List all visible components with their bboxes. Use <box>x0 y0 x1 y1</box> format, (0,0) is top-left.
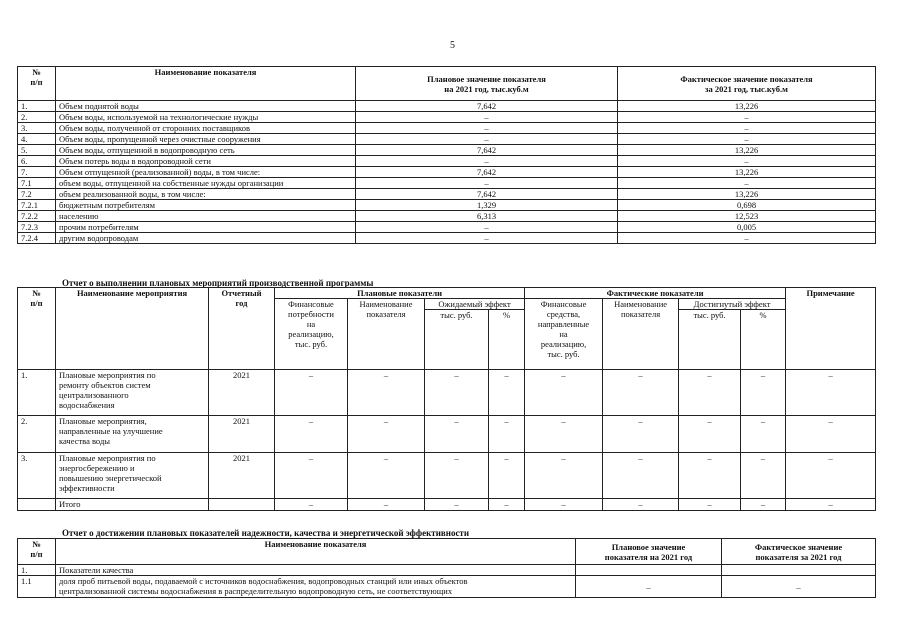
row-value: – <box>425 453 489 499</box>
row-fact: 0,698 <box>618 200 876 211</box>
row-name: объем реализованной воды, в том числе: <box>56 189 356 200</box>
header-num: № п/п <box>18 67 56 101</box>
table-row <box>18 145 876 156</box>
row-num: 7.1 <box>18 178 56 189</box>
row-value: – <box>425 499 489 511</box>
t2-header-year: Отчетный год <box>209 288 275 370</box>
row-value: – <box>603 453 679 499</box>
row-value: – <box>679 370 741 416</box>
row-year <box>209 499 275 511</box>
row-num: 3. <box>18 453 56 499</box>
row-value: – <box>741 416 786 453</box>
row-fact: – <box>618 134 876 145</box>
row-fact: – <box>618 112 876 123</box>
table-row <box>18 499 876 511</box>
activities-table <box>17 287 876 511</box>
t3-header-name: Наименование показателя <box>56 539 576 565</box>
row-fact: – <box>618 233 876 244</box>
row-value: – <box>275 453 348 499</box>
table-row <box>18 222 876 233</box>
row-value: – <box>786 499 876 511</box>
header-fact: Фактическое значение показателя за 2021 год, тыс.куб.м <box>618 67 876 101</box>
t3-row-name: Показатели качества <box>56 565 576 576</box>
row-num: 1. <box>18 370 56 416</box>
t3-row-plan: – <box>576 576 722 598</box>
row-value: – <box>348 370 425 416</box>
row-plan: – <box>356 156 618 167</box>
t2-header-ind-fact: Наименование показателя <box>603 299 679 370</box>
row-num: 5. <box>18 145 56 156</box>
t2-header-fin-plan: Финансовые потребности на реализацию, тыс. руб. <box>275 299 348 370</box>
row-value: – <box>275 370 348 416</box>
row-name: Объем воды, пропущенной через очистные сооружения <box>56 134 356 145</box>
t3-row-num: 1. <box>18 565 56 576</box>
section2-title: Отчет о выполнении плановых мероприятий производственной программы <box>62 278 374 288</box>
t3-header-fact: Фактическое значение показателя за 2021 год <box>722 539 876 565</box>
row-name: Плановые мероприятия по энергосбережению и повышению энергетической эффективности <box>56 453 209 499</box>
section3-title: Отчет о достижении плановых показателей надежности, качества и энергетической эффективности <box>62 528 470 538</box>
row-value: – <box>679 416 741 453</box>
row-value: – <box>741 370 786 416</box>
t3-row-plan <box>576 565 722 576</box>
t2-header-pct-fact: % <box>741 310 786 370</box>
row-name: Объем поднятой воды <box>56 101 356 112</box>
row-name: Объем воды, используемой на технологические нужды <box>56 112 356 123</box>
t2-header-eff-expected: Ожидаемый эффект <box>425 299 525 310</box>
row-num: 7.2.3 <box>18 222 56 233</box>
row-name: бюджетным потребителям <box>56 200 356 211</box>
row-name: Объем воды, полученной от сторонних поставщиков <box>56 123 356 134</box>
t3-row-fact: – <box>722 576 876 598</box>
row-plan: – <box>356 123 618 134</box>
row-num: 4. <box>18 134 56 145</box>
row-year: 2021 <box>209 453 275 499</box>
row-fact: 13,226 <box>618 101 876 112</box>
t2-header-eff-achieved: Достигнутый эффект <box>679 299 786 310</box>
t2-header-pct-plan: % <box>489 310 525 370</box>
row-name: Объем потерь воды в водопроводной сети <box>56 156 356 167</box>
t2-header-name: Наименование мероприятия <box>56 288 209 370</box>
table-row <box>18 167 876 178</box>
row-plan: – <box>356 222 618 233</box>
table-row <box>18 370 876 416</box>
header-name: Наименование показателя <box>56 67 356 101</box>
row-name: Плановые мероприятия по ремонту объектов систем централизованного водоснабжения <box>56 370 209 416</box>
row-value: – <box>603 499 679 511</box>
indicators-table <box>17 538 876 598</box>
row-value: – <box>489 416 525 453</box>
t2-header-ind-plan: Наименование показателя <box>348 299 425 370</box>
row-fact: 13,226 <box>618 145 876 156</box>
row-value: – <box>348 453 425 499</box>
row-value: – <box>741 499 786 511</box>
t3-header-num: № п/п <box>18 539 56 565</box>
row-value: – <box>679 453 741 499</box>
row-num: 7.2.4 <box>18 233 56 244</box>
row-value: – <box>786 370 876 416</box>
row-fact: 13,226 <box>618 167 876 178</box>
row-name: Итого <box>56 499 209 511</box>
row-name: объем воды, отпущенной на собственные нужды организации <box>56 178 356 189</box>
row-plan: 7,642 <box>356 167 618 178</box>
header-plan: Плановое значение показателя на 2021 год, тыс.куб.м <box>356 67 618 101</box>
t2-header-fact: Фактические показатели <box>525 288 786 299</box>
table-row <box>18 211 876 222</box>
row-value: – <box>489 453 525 499</box>
page-number: 5 <box>450 40 455 51</box>
row-value: – <box>786 416 876 453</box>
table-row <box>18 189 876 200</box>
row-fact: – <box>618 178 876 189</box>
row-value: – <box>603 370 679 416</box>
t2-header-plan: Плановые показатели <box>275 288 525 299</box>
row-plan: 7,642 <box>356 145 618 156</box>
row-value: – <box>275 499 348 511</box>
row-fact: 13,226 <box>618 189 876 200</box>
t2-header-fin-fact: Финансовые средства, направленные на реализацию, тыс. руб. <box>525 299 603 370</box>
row-value: – <box>348 416 425 453</box>
t3-header-plan: Плановое значение показателя на 2021 год <box>576 539 722 565</box>
t3-row-name: доля проб питьевой воды, подаваемой с источников водоснабжения, водопроводных станций или иных объектов централизованной системы водоснабжения в распределительную водопроводную сеть, не соответствующих <box>56 576 576 598</box>
row-value: – <box>525 499 603 511</box>
row-num: 7.2.1 <box>18 200 56 211</box>
row-value: – <box>525 453 603 499</box>
t2-header-num: № п/п <box>18 288 56 370</box>
row-value: – <box>679 499 741 511</box>
table-row <box>18 416 876 453</box>
row-plan: – <box>356 112 618 123</box>
row-name: Объем отпущенной (реализованной) воды, в том числе: <box>56 167 356 178</box>
row-num: 7. <box>18 167 56 178</box>
row-value: – <box>348 499 425 511</box>
row-num: 3. <box>18 123 56 134</box>
row-fact: – <box>618 123 876 134</box>
row-value: – <box>741 453 786 499</box>
row-num: 2. <box>18 416 56 453</box>
table-row <box>18 453 876 499</box>
row-value: – <box>525 416 603 453</box>
row-year: 2021 <box>209 370 275 416</box>
table-row <box>18 134 876 145</box>
table-row <box>18 178 876 189</box>
row-fact: 12,523 <box>618 211 876 222</box>
row-fact: – <box>618 156 876 167</box>
row-plan: – <box>356 178 618 189</box>
row-year: 2021 <box>209 416 275 453</box>
row-name: населению <box>56 211 356 222</box>
row-plan: – <box>356 233 618 244</box>
row-value: – <box>425 416 489 453</box>
row-plan: 6,313 <box>356 211 618 222</box>
row-name: другим водопроводам <box>56 233 356 244</box>
row-num <box>18 499 56 511</box>
t2-header-note: Примечание <box>786 288 876 370</box>
row-value: – <box>786 453 876 499</box>
table-row <box>18 123 876 134</box>
t3-row-fact <box>722 565 876 576</box>
t3-row-num: 1.1 <box>18 576 56 598</box>
row-value: – <box>489 499 525 511</box>
row-value: – <box>425 370 489 416</box>
table-row <box>18 101 876 112</box>
row-plan: – <box>356 134 618 145</box>
t2-header-tr-plan: тыс. руб. <box>425 310 489 370</box>
table-row <box>18 156 876 167</box>
table-row <box>18 112 876 123</box>
row-name: прочим потребителям <box>56 222 356 233</box>
row-value: – <box>603 416 679 453</box>
row-plan: 7,642 <box>356 101 618 112</box>
row-value: – <box>489 370 525 416</box>
row-num: 7.2.2 <box>18 211 56 222</box>
row-num: 1. <box>18 101 56 112</box>
row-num: 7.2 <box>18 189 56 200</box>
row-fact: 0,005 <box>618 222 876 233</box>
row-num: 2. <box>18 112 56 123</box>
row-plan: 1,329 <box>356 200 618 211</box>
t2-header-tr-fact: тыс. руб. <box>679 310 741 370</box>
row-num: 6. <box>18 156 56 167</box>
row-value: – <box>275 416 348 453</box>
water-volume-table <box>17 66 876 244</box>
row-plan: 7,642 <box>356 189 618 200</box>
row-name: Плановые мероприятия, направленные на улучшение качества воды <box>56 416 209 453</box>
table-row <box>18 233 876 244</box>
row-name: Объем воды, отпущенной в водопроводную сеть <box>56 145 356 156</box>
table-row <box>18 200 876 211</box>
row-value: – <box>525 370 603 416</box>
